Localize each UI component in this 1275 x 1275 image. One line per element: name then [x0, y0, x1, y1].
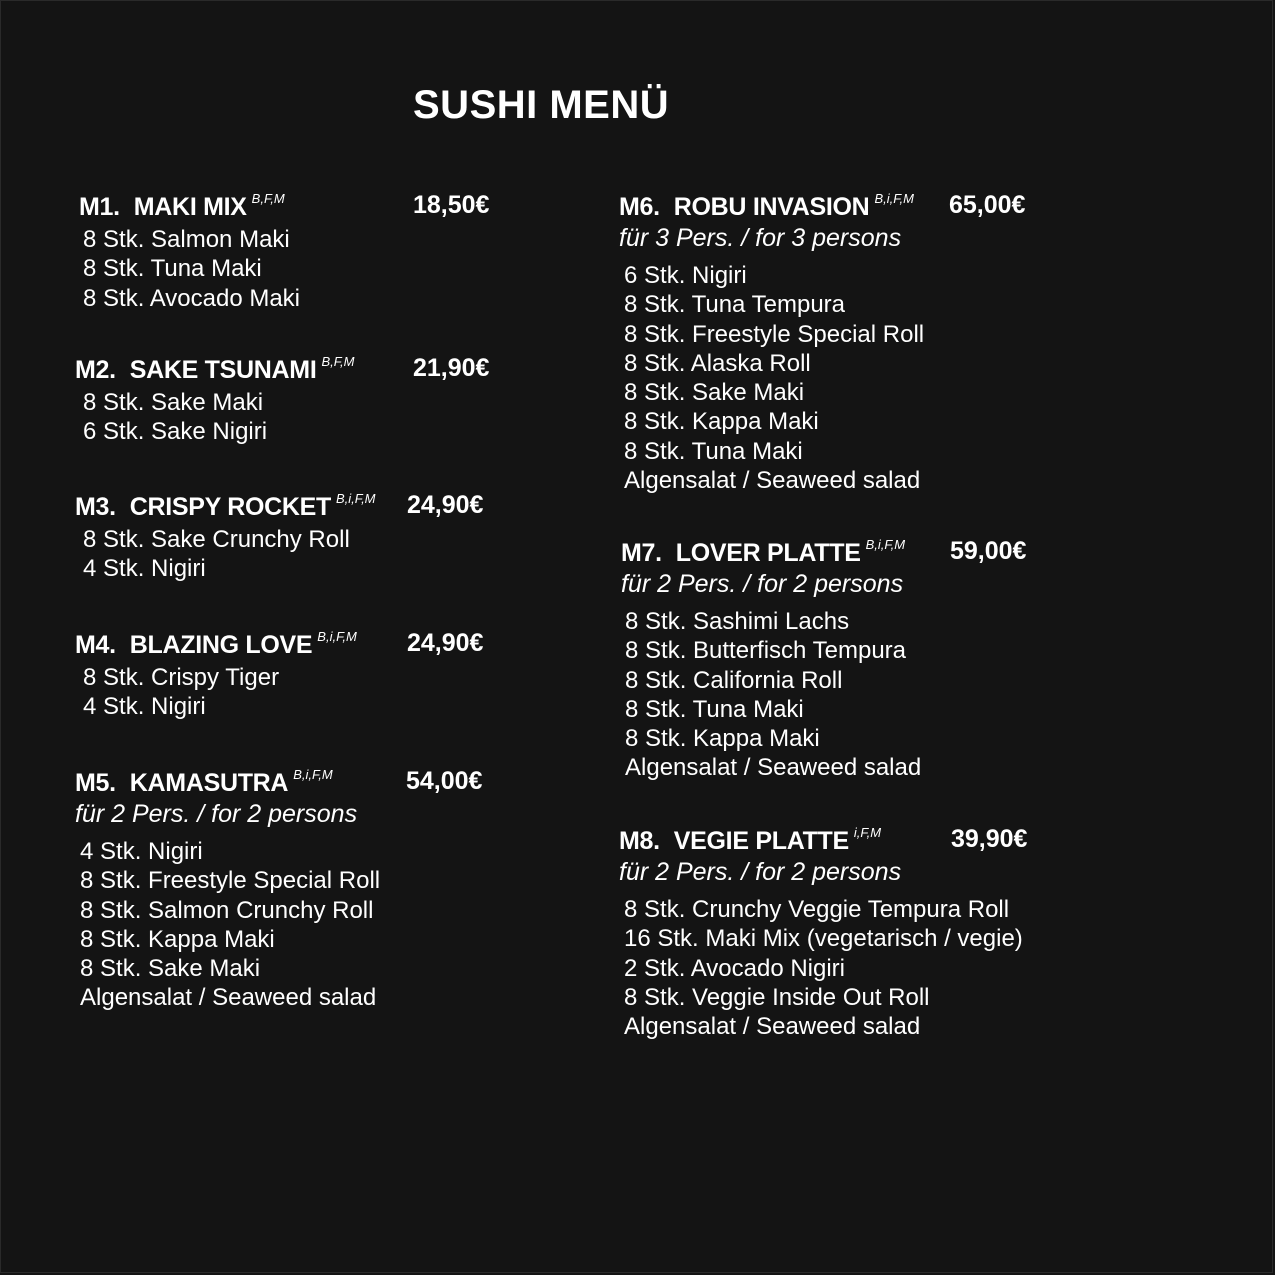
allergen-codes: B,i,F,M: [317, 629, 357, 644]
menu-item-header: [75, 354, 499, 388]
item-contents: [619, 261, 1043, 495]
menu-item-header: [619, 191, 1043, 225]
item-name: ROBU INVASION: [673, 193, 870, 221]
item-line: 8 Stk. Crunchy Veggie Tempura Roll: [624, 896, 1010, 923]
menu-item-header: [75, 491, 499, 525]
item-contents: [79, 225, 499, 313]
item-line: 8 Stk. Tuna Maki: [625, 695, 804, 723]
item-line: 8 Stk. Tuna Maki: [83, 255, 262, 283]
item-line: 16 Stk. Maki Mix (vegetarisch / vegie): [624, 925, 1023, 953]
item-price: 24,90€: [407, 629, 484, 657]
item-line: 8 Stk. Kappa Maki: [625, 725, 820, 753]
item-line: 8 Stk. Sashimi Lachs: [625, 608, 850, 635]
menu-item-m8: [619, 825, 1043, 1041]
menu-item-m5: [75, 767, 499, 1013]
item-line: 8 Stk. Kappa Maki: [624, 408, 819, 436]
item-line: 8 Stk. Sake Maki: [80, 955, 261, 983]
item-line: Algensalat / Seaweed salad: [80, 984, 377, 1012]
item-line: 8 Stk. Alaska Roll: [624, 349, 811, 377]
allergen-codes: i,F,M: [853, 825, 882, 840]
persons-note: für 3 Pers. / for 3 persons: [619, 224, 902, 252]
item-contents: [75, 388, 499, 447]
item-price: 21,90€: [413, 354, 490, 382]
item-line: Algensalat / Seaweed salad: [624, 1013, 921, 1041]
menu-item-header: [619, 825, 1043, 859]
allergen-codes: B,i,F,M: [865, 537, 906, 552]
item-code: M7.: [621, 539, 662, 567]
persons-note: für 2 Pers. / for 2 persons: [619, 858, 902, 886]
item-code: M8.: [619, 827, 660, 855]
item-line: 4 Stk. Nigiri: [80, 838, 203, 865]
item-code: M4.: [75, 631, 116, 659]
item-line: 8 Stk. Sake Maki: [624, 379, 805, 407]
item-line: 8 Stk. Kappa Maki: [80, 925, 275, 953]
item-price: 39,90€: [951, 825, 1028, 853]
persons-note: für 2 Pers. / for 2 persons: [75, 800, 358, 828]
item-line: 6 Stk. Sake Nigiri: [83, 418, 268, 446]
menu-item-header: [79, 191, 499, 225]
item-name: CRISPY ROCKET: [129, 493, 332, 521]
menu-item-m4: [75, 629, 499, 722]
item-contents: [75, 663, 499, 722]
item-line: Algensalat / Seaweed salad: [625, 754, 922, 782]
item-line: 8 Stk. Tuna Maki: [624, 437, 803, 465]
item-price: 59,00€: [950, 537, 1027, 565]
item-line: 4 Stk. Nigiri: [83, 693, 206, 721]
allergen-codes: B,i,F,M: [336, 491, 376, 506]
item-code: M6.: [619, 193, 660, 221]
menu-item-header: [75, 629, 499, 663]
menu-item-m1: [79, 191, 499, 313]
item-line: 8 Stk. Salmon Crunchy Roll: [80, 896, 374, 924]
menu-item-header: [75, 767, 499, 801]
menu-item-m6: [619, 191, 1043, 495]
item-line: 2 Stk. Avocado Nigiri: [624, 954, 846, 982]
item-line: 8 Stk. Butterfisch Tempura: [625, 637, 907, 665]
menu-item-m2: [75, 354, 499, 447]
allergen-codes: B,F,M: [251, 191, 285, 206]
item-line: 8 Stk. Sake Crunchy Roll: [83, 526, 350, 553]
item-contents: [621, 607, 1043, 783]
menu-item-m3: [75, 491, 499, 584]
item-code: M5.: [75, 769, 116, 797]
item-price: 24,90€: [407, 491, 484, 519]
item-line: 8 Stk. Tuna Tempura: [624, 291, 846, 319]
item-line: 4 Stk. Nigiri: [83, 555, 206, 583]
item-price: 54,00€: [406, 767, 483, 795]
allergen-codes: B,i,F,M: [874, 191, 914, 206]
item-line: 8 Stk. Veggie Inside Out Roll: [624, 983, 930, 1011]
item-contents: [75, 525, 499, 584]
item-name: SAKE TSUNAMI: [129, 356, 317, 384]
item-line: 6 Stk. Nigiri: [624, 262, 747, 289]
item-line: 8 Stk. California Roll: [625, 666, 843, 694]
menu-item-m7: [621, 537, 1043, 783]
item-name: LOVER PLATTE: [675, 539, 861, 567]
item-line: 8 Stk. Salmon Maki: [83, 226, 290, 253]
item-line: 8 Stk. Crispy Tiger: [83, 664, 280, 691]
item-line: 8 Stk. Freestyle Special Roll: [80, 867, 381, 895]
item-line: 8 Stk. Avocado Maki: [83, 284, 301, 312]
item-price: 18,50€: [413, 191, 490, 219]
item-contents: [75, 837, 499, 1013]
allergen-codes: B,i,F,M: [293, 767, 333, 782]
item-code: M3.: [75, 493, 116, 521]
item-name: MAKI MIX: [133, 193, 247, 221]
item-line: 8 Stk. Freestyle Special Roll: [624, 320, 925, 348]
item-price: 65,00€: [949, 191, 1026, 219]
menu-item-header: [621, 537, 1043, 571]
item-name: KAMASUTRA: [129, 769, 289, 797]
item-contents: [619, 895, 1043, 1041]
item-line: 8 Stk. Sake Maki: [83, 389, 264, 416]
persons-note: für 2 Pers. / for 2 persons: [621, 570, 904, 598]
menu-title: SUSHI MENÜ: [413, 83, 670, 127]
item-code: M1.: [79, 193, 120, 221]
allergen-codes: B,F,M: [321, 354, 355, 369]
item-name: VEGIE PLATTE: [673, 827, 849, 855]
item-code: M2.: [75, 356, 116, 384]
item-line: Algensalat / Seaweed salad: [624, 467, 921, 495]
item-name: BLAZING LOVE: [129, 631, 313, 659]
